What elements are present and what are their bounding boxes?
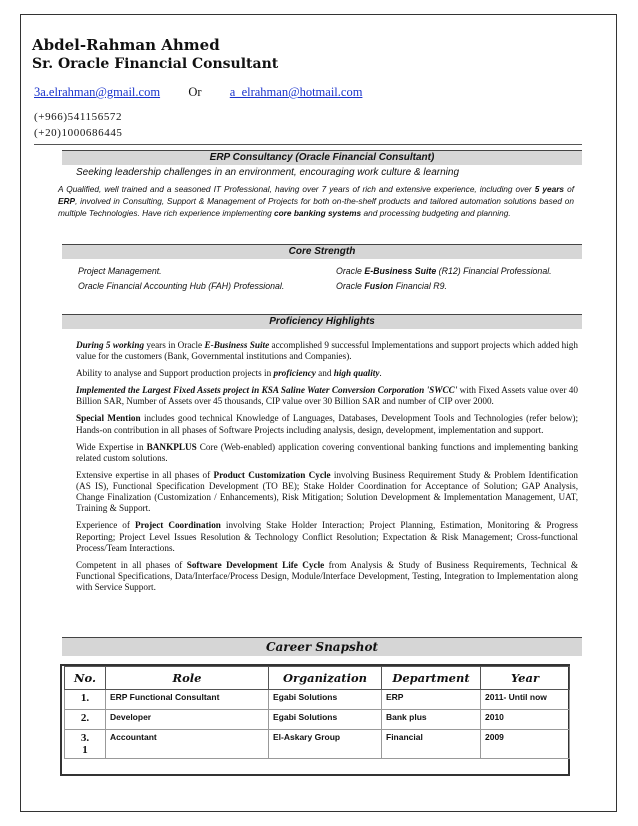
col-department: Department [382,667,481,690]
email-separator: Or [188,85,202,99]
row-dept: Financial [382,730,481,759]
section-career-heading: Career Snapshot [62,637,582,656]
col-role: Role [106,667,269,690]
row-org: Egabi Solutions [269,710,382,730]
phone-2: (+20)1000686445 [34,127,123,139]
table-row [65,730,570,759]
row-no: 1. [65,690,106,710]
row-dept: Bank plus [382,710,481,730]
col-year: Year [481,667,570,690]
candidate-name: Abdel-Rahman Ahmed [32,36,220,54]
table-row [65,710,570,730]
list-item: Extensive expertise in all phases of Product Customization Cycle involving Business Requirement Study & Problem Identification (AS IS), Functional Specification Development (TO BE); Stake Holder Coordination for Acceptance of Solution; GAP Analysis, Change Finalization (Customization / Enhancements), Risk Mitigation; Solution Development & Implementation Management, UAT, Training & Support. [76,469,578,514]
core-left-2: Oracle Financial Accounting Hub (FAH) Professional. [78,281,285,291]
row-role: Accountant [106,730,269,759]
core-left-1: Project Management. [78,266,162,276]
row-year: 2010 [481,710,570,730]
career-table [64,666,570,759]
row-org: Egabi Solutions [269,690,382,710]
core-right-2: Oracle Fusion Financial R9. [336,281,447,291]
list-item: Implemented the Largest Fixed Assets project in KSA Saline Water Conversion Corporation 'SWCC' with Fixed Assets value over 40 Billion SAR, Number of Assets over 45 thousands, CIP value over 30 Billion SAR and number of CIP over 2000. [76,385,578,407]
email-link-2[interactable]: a_elrahman@hotmail.com [229,85,363,99]
table-row [65,690,570,710]
section-core-heading: Core Strength [62,244,582,259]
row-no: 3. 1 [65,730,106,759]
phone-1: (+966)541156572 [34,111,123,123]
list-item: Ability to analyse and Support production projects in proficiency and high quality. [76,368,382,379]
header-divider [34,144,582,145]
col-no: No. [65,667,106,690]
row-org: El-Askary Group [269,730,382,759]
section-proficiency-heading: Proficiency Highlights [62,314,582,329]
col-organization: Organization [269,667,382,690]
row-year: 2009 [481,730,570,759]
email-line [34,85,362,100]
row-no: 2. [65,710,106,730]
section-erp-heading: ERP Consultancy (Oracle Financial Consultant) [62,150,582,165]
tagline: Seeking leadership challenges in an environment, encouraging work culture & learning [76,167,460,178]
table-header-row [65,667,570,690]
row-year: 2011- Until now [481,690,570,710]
candidate-title: Sr. Oracle Financial Consultant [32,56,279,72]
row-role: ERP Functional Consultant [106,690,269,710]
list-item: During 5 working years in Oracle E-Business Suite accomplished 9 successful Implementations and support projects which added high value for the customers (Bank, Governmental institutions and Companies). [76,340,578,362]
email-link-1[interactable]: 3a.elrahman@gmail.com [34,85,161,99]
list-item: Special Mention includes good technical Knowledge of Languages, Databases, Development Tools and Technologies (refer below); Hands-on contribution in all phases of Software Projects including analysis, design, development, implementation and support. [76,413,578,435]
row-dept: ERP [382,690,481,710]
summary-paragraph: A Qualified, well trained and a seasoned IT Professional, having over 7 years of rich and extensive experience, including over 5 years of ERP, involved in Consulting, Support & Management of Projects for both on-the-shelf products and tailored automation solutions based on multiple Technologies. Have rich experience implementing core banking systems and processing budgeting and planning. [58,184,574,218]
proficiency-list [58,340,578,599]
list-item: Experience of Project Coordination involving Stake Holder Interaction; Project Planning, Estimation, Monitoring & Progress Reporting; Project Level Issues Resolution & Technology Conflict Resolution; Expectation & Risk Management; Cross-functional Process/Team Interactions. [76,520,578,553]
core-right-1: Oracle E-Business Suite (R12) Financial Professional. [336,266,552,276]
row-role: Developer [106,710,269,730]
list-item: Wide Expertise in BANKPLUS Core (Web-enabled) application covering conventional banking functions and implementing banking related custom solutions. [76,441,578,463]
list-item: Competent in all phases of Software Development Life Cycle from Analysis & Study of Business Requirements, Technical & Functional Specifications, Data/Interface/Process Design, Module/Interface Development, Testing, Integration to Implementation along with Service Support. [76,559,578,593]
